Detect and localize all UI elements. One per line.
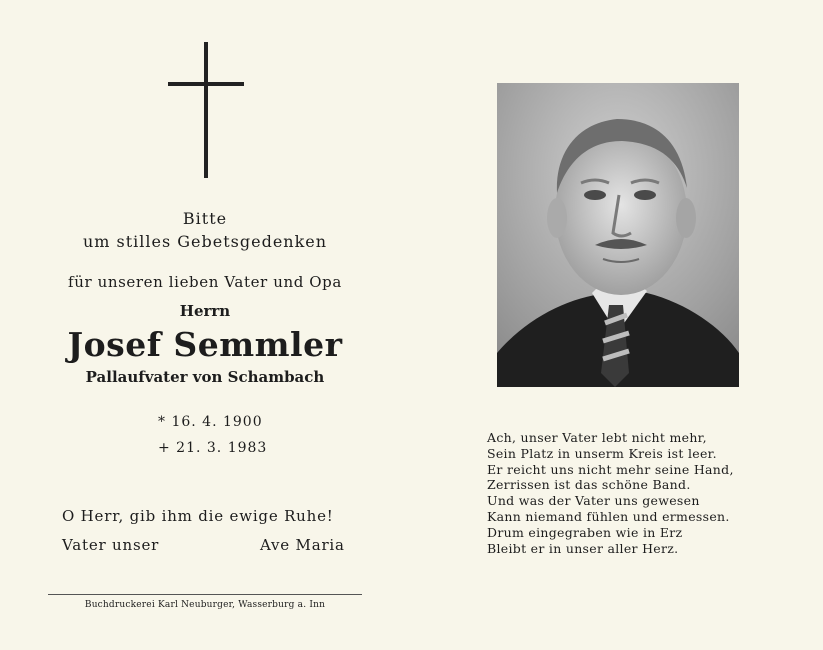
poem-line: Und was der Vater uns gewesen [487, 493, 700, 509]
honorific: Herrn [179, 302, 231, 320]
printer-credit: Buchdruckerei Karl Neuburger, Wasserburg a. Inn [84, 600, 326, 610]
prayer-vater-unser: Vater unser [62, 536, 160, 554]
poem [487, 430, 734, 556]
poem-line: Bleibt er in unser aller Herz. [487, 540, 679, 556]
prayer-ave-maria: Ave Maria [260, 536, 345, 554]
occupation: Pallaufvater von Schambach [85, 368, 325, 386]
cross-icon [168, 42, 244, 178]
deceased-name: Josef Semmler [67, 325, 343, 364]
poem-line: Drum eingegraben wie in Erz [487, 524, 683, 540]
poem-line: Kann niemand fühlen und ermessen. [487, 508, 730, 524]
poem-line: Zerrissen ist das schöne Band. [487, 477, 691, 493]
request-line-2: um stilles Gebetsgedenken [82, 232, 328, 251]
prayer-line: O Herr, gib ihm die ewige Ruhe! [62, 507, 334, 525]
death-date: + 21. 3. 1983 [158, 440, 268, 456]
divider [48, 594, 362, 595]
portrait-photo [497, 83, 739, 387]
birth-date: * 16. 4. 1900 [158, 414, 263, 430]
poem-line: Ach, unser Vater lebt nicht mehr, [487, 430, 707, 445]
poem-line: Sein Platz in unserm Kreis ist leer. [487, 445, 717, 461]
dedication-line: für unseren lieben Vater und Opa [68, 273, 342, 291]
poem-line: Er reicht uns nicht mehr seine Hand, [487, 461, 734, 477]
request-line: Bitte [182, 209, 228, 228]
